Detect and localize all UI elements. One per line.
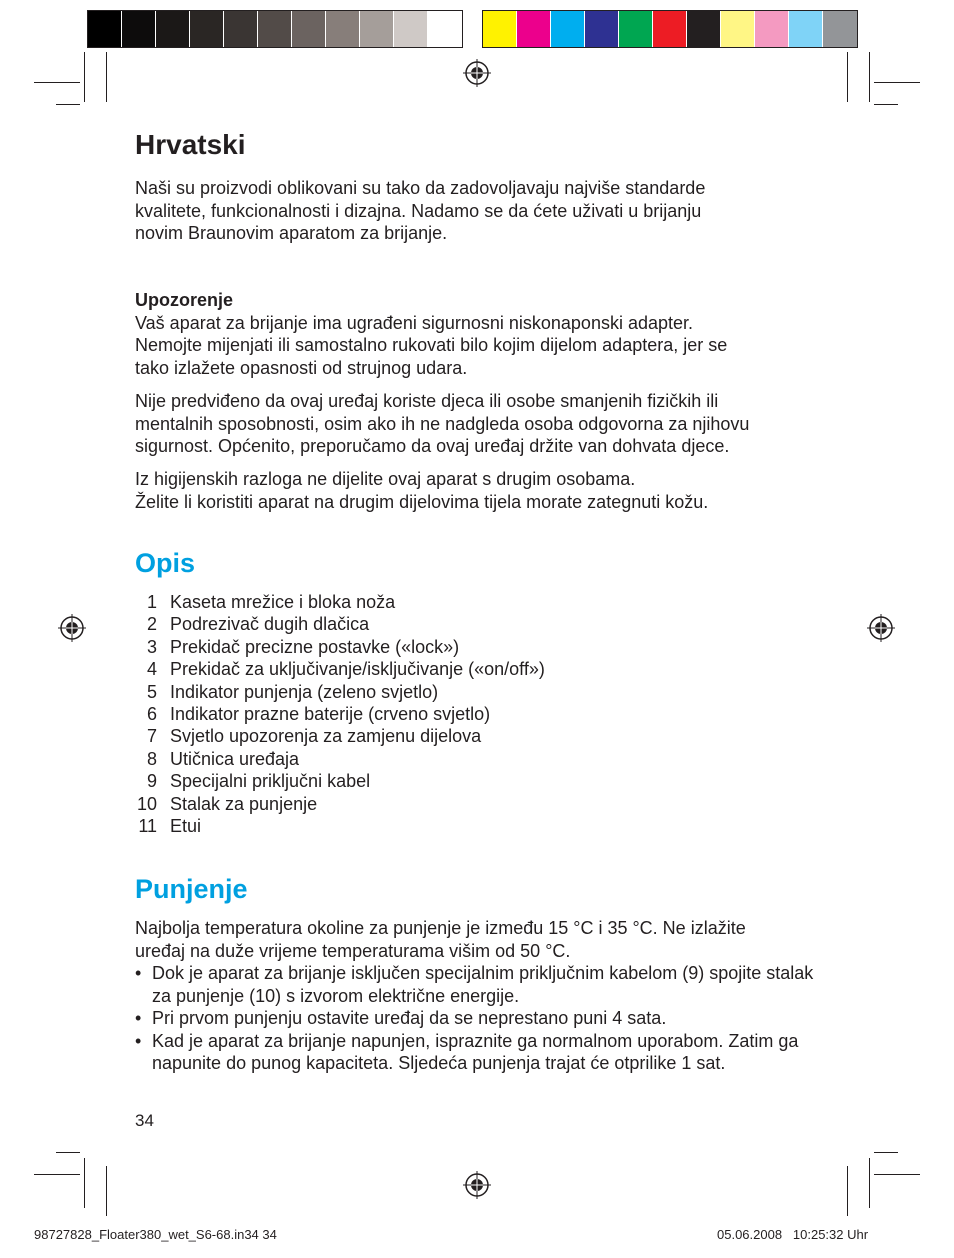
- color-swatch: [721, 11, 755, 47]
- bullet-icon: •: [135, 1008, 142, 1028]
- color-swatch: [190, 11, 224, 47]
- list-item-text: Svjetlo upozorenja za zamjenu dijelova: [170, 726, 482, 747]
- color-swatch: [292, 11, 326, 47]
- list-item: [135, 770, 545, 792]
- list-item-text: Dok je aparat za brijanje isključen specijalnim priključnim kabelom (9) spojite stalak za punjenje (10) s izvorom električne energije.: [152, 963, 814, 1006]
- crop-mark: [869, 52, 870, 102]
- list-item: [135, 681, 545, 703]
- crop-mark: [874, 1174, 920, 1175]
- color-swatch: [823, 11, 857, 47]
- color-swatch: [88, 11, 122, 47]
- color-swatch: [258, 11, 292, 47]
- color-swatch: [653, 11, 687, 47]
- list-item: [135, 748, 545, 770]
- list-item: [135, 793, 545, 815]
- list-item-text: Indikator punjenja (zeleno svjetlo): [170, 681, 439, 702]
- warning-paragraph-3: [135, 468, 825, 513]
- crop-mark: [874, 82, 920, 83]
- section-heading-description: Opis: [135, 548, 196, 578]
- parts-list: [135, 591, 545, 837]
- intro-line: kvalitete, funkcionalnosti i dizajna. Nadamo se da ćete uživati u brijanju: [135, 200, 702, 221]
- crop-mark: [34, 82, 80, 83]
- list-item-number: 3: [146, 636, 157, 657]
- process-color-bar: [482, 10, 858, 48]
- warning-line: Nemojte mijenjati ili samostalno rukovati bilo kojim dijelom adaptera, jer se: [135, 335, 728, 355]
- list-item: [135, 658, 545, 680]
- color-swatch: [687, 11, 721, 47]
- color-swatch: [394, 11, 428, 47]
- color-swatch: [483, 11, 517, 47]
- intro-line: novim Braunovim aparatom za brijanje.: [135, 223, 448, 243]
- registration-mark-icon: [463, 59, 491, 87]
- list-item-number: 6: [146, 704, 157, 725]
- warning-line: Iz higijenskih razloga ne dijelite ovaj aparat s drugim osobama.: [135, 469, 636, 489]
- list-item-text: Stalak za punjenje: [170, 793, 318, 814]
- color-swatch: [224, 11, 258, 47]
- crop-mark: [56, 1152, 80, 1153]
- crop-mark: [84, 52, 85, 102]
- list-item: [135, 1007, 825, 1030]
- color-swatch: [585, 11, 619, 47]
- color-swatch: [551, 11, 585, 47]
- list-item-text: Prekidač precizne postavke («lock»): [170, 636, 460, 657]
- color-swatch: [326, 11, 360, 47]
- list-item-number: 7: [146, 726, 157, 747]
- list-item-number: 5: [146, 681, 157, 702]
- warning-line: sigurnost. Općenito, preporučamo da ovaj uređaj držite van dohvata djece.: [135, 436, 730, 456]
- list-item-number: 4: [146, 659, 157, 680]
- list-item-number: 10: [136, 793, 157, 814]
- bullet-icon: •: [135, 963, 142, 983]
- bullet-icon: •: [135, 1030, 142, 1051]
- crop-mark: [84, 1158, 85, 1208]
- list-item: [135, 636, 545, 658]
- intro-line: Naši su proizvodi oblikovani su tako da zadovoljavaju najviše standarde: [135, 178, 706, 198]
- list-item-text: Podrezivač dugih dlačica: [170, 614, 370, 635]
- list-item-text: Specijalni priključni kabel: [170, 771, 371, 792]
- crop-mark: [56, 104, 80, 105]
- list-item-number: 11: [138, 816, 157, 837]
- warning-line: Vaš aparat za brijanje ima ugrađeni sigurnosni niskonaponski adapter.: [135, 312, 694, 333]
- warning-line: Nije predviđeno da ovaj uređaj koriste djeca ili osobe smanjenih fizičkih ili: [135, 391, 719, 411]
- registration-mark-icon: [58, 614, 86, 642]
- list-item: [135, 725, 545, 747]
- list-item: [135, 1030, 825, 1075]
- warning-line: mentalnih sposobnosti, osim ako ih ne nadgleda osoba odgovorna za njihovu: [135, 413, 750, 434]
- footer-file-slug: 98727828_Floater380_wet_S6-68.in34 34: [34, 1227, 277, 1242]
- list-item-text: Etui: [170, 816, 202, 837]
- intro-paragraph: [135, 177, 825, 245]
- warning-paragraph-2: [135, 390, 825, 458]
- list-item-text: Utičnica uređaja: [170, 748, 300, 769]
- page-title: Hrvatski: [135, 129, 246, 160]
- warning-line: Želite li koristiti aparat na drugim dijelovima tijela morate zategnuti kožu.: [135, 491, 709, 512]
- section-heading-charging: Punjenje: [135, 874, 248, 904]
- crop-mark: [106, 52, 107, 102]
- color-swatch: [517, 11, 551, 47]
- warning-line: tako izlažete opasnosti od strujnog udara.: [135, 357, 468, 378]
- charging-intro-line: Najbolja temperatura okoline za punjenje je između 15 °C i 35 °C. Ne izlažite: [135, 918, 746, 938]
- warning-heading: Upozorenje: [135, 290, 234, 310]
- color-swatch: [360, 11, 394, 47]
- list-item: [135, 815, 545, 837]
- color-swatch: [428, 11, 462, 47]
- color-swatch: [122, 11, 156, 47]
- crop-mark: [847, 52, 848, 102]
- list-item-text: Kaseta mrežice i bloka noža: [170, 592, 396, 612]
- list-item-text: Indikator prazne baterije (crveno svjetlo): [170, 704, 491, 725]
- warning-paragraph-1: [135, 289, 825, 379]
- list-item-text: Pri prvom punjenju ostavite uređaj da se neprestano puni 4 sata.: [152, 1008, 667, 1028]
- color-swatch: [789, 11, 823, 47]
- page-number: 34: [135, 1111, 154, 1130]
- crop-mark: [874, 1152, 898, 1153]
- crop-mark: [106, 1166, 107, 1216]
- list-item: [135, 591, 545, 613]
- list-item-number: 1: [146, 592, 157, 612]
- list-item-text: Prekidač za uključivanje/isključivanje («on/off»): [170, 659, 545, 680]
- list-item-number: 2: [146, 614, 157, 635]
- list-item-number: 9: [146, 771, 157, 792]
- list-item: [135, 613, 545, 635]
- grayscale-color-bar: [87, 10, 463, 48]
- crop-mark: [869, 1158, 870, 1208]
- registration-mark-icon: [867, 614, 895, 642]
- list-item: [135, 962, 825, 1007]
- crop-mark: [847, 1166, 848, 1216]
- charging-intro-line: uređaj na duže vrijeme temperaturama višim od 50 °C.: [135, 940, 571, 961]
- color-swatch: [755, 11, 789, 47]
- color-swatch: [619, 11, 653, 47]
- color-swatch: [156, 11, 190, 47]
- charging-intro: [135, 917, 825, 962]
- charging-steps: [135, 962, 825, 1075]
- list-item: [135, 703, 545, 725]
- footer-date-slug: 05.06.2008 10:25:32 Uhr: [717, 1227, 869, 1242]
- crop-mark: [34, 1174, 80, 1175]
- list-item-number: 8: [146, 748, 157, 769]
- registration-mark-icon: [463, 1171, 491, 1199]
- crop-mark: [874, 104, 898, 105]
- list-item-text: Kad je aparat za brijanje napunjen, ispraznite ga normalnom uporabom. Zatim ga napunite do punog kapaciteta. Sljedeća punjenja trajat će otprilike 1 sat.: [152, 1030, 799, 1073]
